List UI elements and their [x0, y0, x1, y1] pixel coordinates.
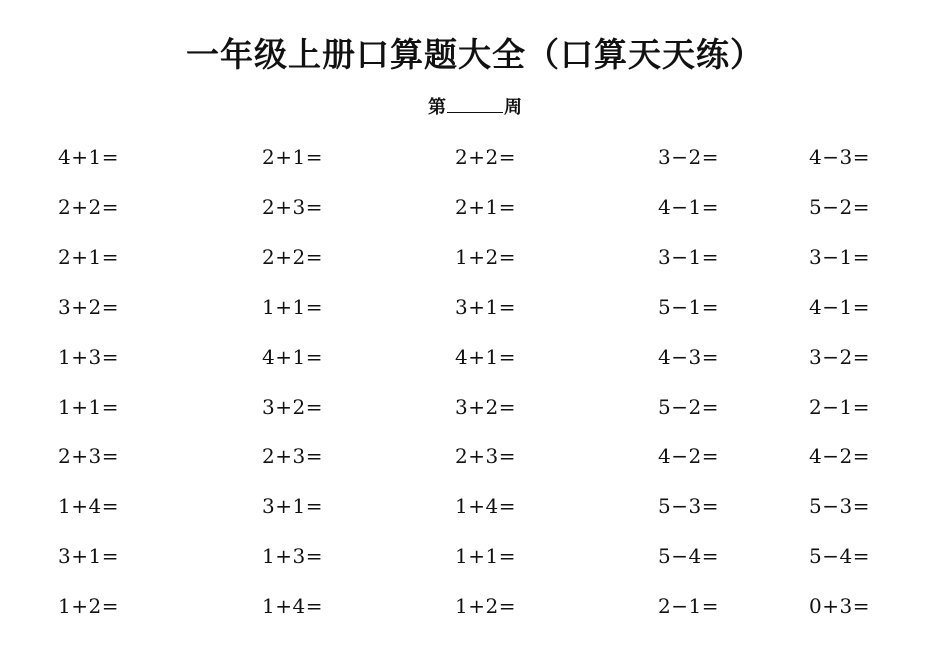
- arithmetic-problem: 3+1=: [58, 544, 119, 569]
- arithmetic-problem: 5−3=: [809, 494, 870, 519]
- arithmetic-problem: 4−2=: [658, 444, 719, 469]
- arithmetic-problem: 2+1=: [262, 145, 323, 169]
- arithmetic-problem: 3+1=: [455, 294, 516, 319]
- arithmetic-problem: 2+2=: [58, 194, 119, 219]
- arithmetic-problem: 4+1=: [58, 145, 119, 169]
- week-prefix: 第: [428, 97, 446, 118]
- arithmetic-problem: 0+3=: [809, 594, 870, 619]
- arithmetic-problem: 2+2=: [262, 244, 323, 269]
- arithmetic-problem: 4−1=: [658, 194, 719, 219]
- arithmetic-problem: 4+1=: [262, 344, 323, 369]
- arithmetic-problem: 5−2=: [658, 394, 719, 419]
- arithmetic-problem: 5−3=: [658, 494, 719, 519]
- arithmetic-problem: 4−3=: [809, 145, 870, 169]
- week-number-blank[interactable]: [447, 94, 503, 113]
- arithmetic-problem: 5−1=: [658, 294, 719, 319]
- arithmetic-problem: 3−2=: [658, 145, 719, 169]
- arithmetic-problem: 2+3=: [455, 444, 516, 469]
- arithmetic-problem: 2−1=: [809, 394, 870, 419]
- arithmetic-problem: 1+2=: [455, 594, 516, 619]
- arithmetic-problem: 4−2=: [809, 444, 870, 469]
- arithmetic-problem: 3−2=: [809, 344, 870, 369]
- arithmetic-problem: 2+3=: [262, 194, 323, 219]
- arithmetic-problem: 1+4=: [455, 494, 516, 519]
- arithmetic-problem: 1+1=: [262, 294, 323, 319]
- arithmetic-problem: 1+1=: [455, 544, 516, 569]
- arithmetic-problem: 2+3=: [58, 444, 119, 469]
- arithmetic-problem: 3+2=: [455, 394, 516, 419]
- arithmetic-problem: 4−3=: [658, 344, 719, 369]
- arithmetic-problem: 2−1=: [658, 594, 719, 619]
- arithmetic-problem: 2+1=: [455, 194, 516, 219]
- arithmetic-problem: 3+2=: [58, 294, 119, 319]
- arithmetic-problem: 1+1=: [58, 394, 119, 419]
- arithmetic-problem: 1+2=: [58, 594, 119, 619]
- arithmetic-problem: 5−4=: [809, 544, 870, 569]
- arithmetic-problem: 3−1=: [809, 244, 870, 269]
- arithmetic-problem: 1+3=: [58, 344, 119, 369]
- arithmetic-problem: 3+2=: [262, 394, 323, 419]
- week-line: [0, 94, 950, 121]
- arithmetic-problem: 2+2=: [455, 145, 516, 169]
- arithmetic-problem: 1+4=: [58, 494, 119, 519]
- arithmetic-problem: 2+1=: [58, 244, 119, 269]
- arithmetic-problem: 4+1=: [455, 344, 516, 369]
- arithmetic-problem: 5−4=: [658, 544, 719, 569]
- arithmetic-problem: 1+4=: [262, 594, 323, 619]
- week-suffix: 周: [504, 97, 522, 118]
- arithmetic-problem: 4−1=: [809, 294, 870, 319]
- arithmetic-problem: 3+1=: [262, 494, 323, 519]
- arithmetic-problem: 3−1=: [658, 244, 719, 269]
- arithmetic-problem: 1+2=: [455, 244, 516, 269]
- page-title: 一年级上册口算题大全（口算天天练）: [186, 35, 764, 74]
- arithmetic-problem: 1+3=: [262, 544, 323, 569]
- arithmetic-problem: 5−2=: [809, 194, 870, 219]
- arithmetic-problem: 2+3=: [262, 444, 323, 469]
